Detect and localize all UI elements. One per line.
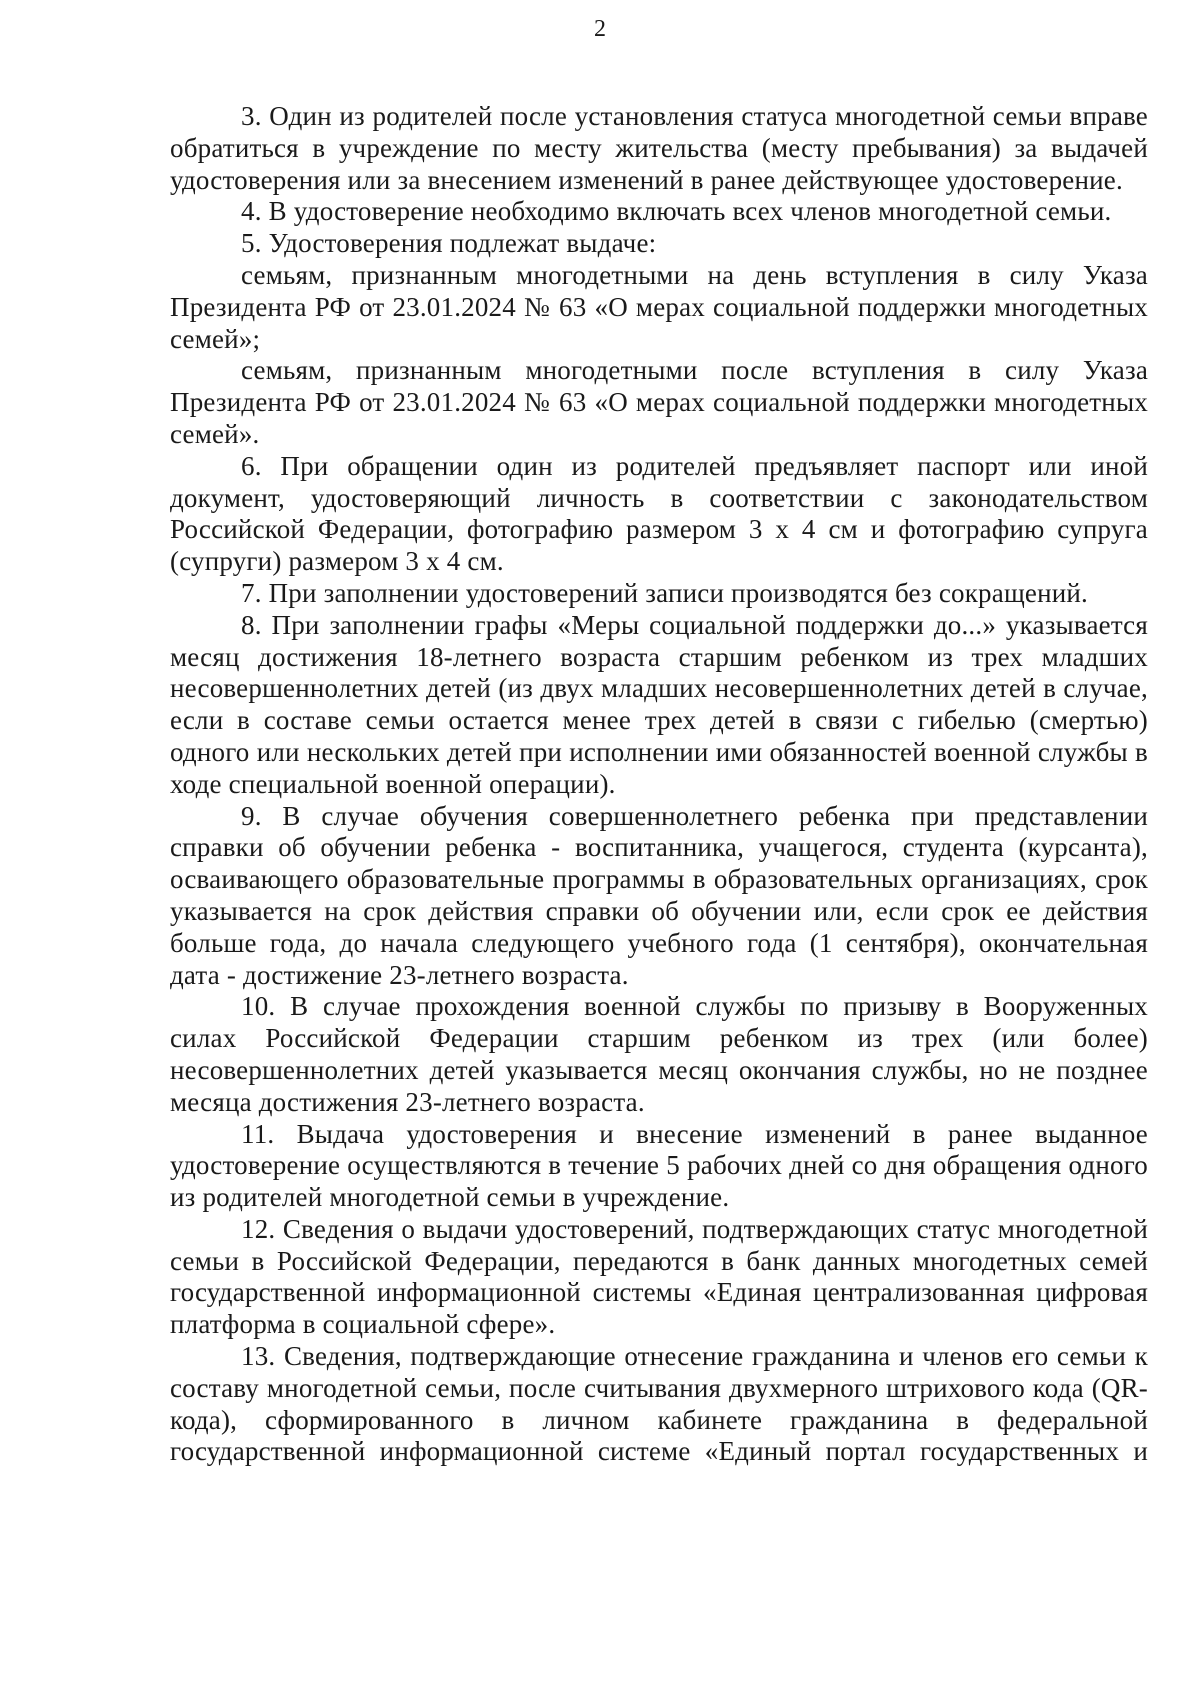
paragraph-5-item-2: семьям, признанным многодетными после вступления в силу Указа Президента РФ от 23.01.2024 № 63 «О мерах социальной поддержки многодетных семей». xyxy=(170,355,1148,449)
page-number: 2 xyxy=(594,16,606,42)
paragraph-8: 8. При заполнении графы «Меры социальной поддержки до...» указывается месяц достижения 18-летнего возраста старшим ребенком из трех младших несовершеннолетних детей (из двух младших несовершеннолетних детей в случае, если в составе семьи остается менее трех детей в связи с гибелью (смертью) одного или нескольких детей при исполнении ими обязанностей военной службы в ходе специальной военной операции). xyxy=(170,609,1148,799)
paragraph-10: 10. В случае прохождения военной службы по призыву в Вооруженных силах Российской Федерации старшим ребенком из трех (или более) несовершеннолетних детей указывается месяц окончания службы, но не позднее месяца достижения 23-летнего возраста. xyxy=(170,991,1148,1117)
paragraph-12: 12. Сведения о выдачи удостоверений, подтверждающих статус многодетной семьи в Российской Федерации, передаются в банк данных многодетных семей государственной информационной системы «Единая централизованная цифровая платформа в социальной сфере». xyxy=(170,1213,1148,1340)
paragraph-5-item-1: семьям, признанным многодетными на день вступления в силу Указа Президента РФ от 23.01.2024 № 63 «О мерах социальной поддержки многодетных семей»; xyxy=(170,259,1148,354)
paragraph-5: 5. Удостоверения подлежат выдаче: xyxy=(241,228,657,259)
document-body xyxy=(170,101,1148,1468)
paragraph-13: 13. Сведения, подтверждающие отнесение гражданина и членов его семьи к составу многодетной семьи, после считывания двухмерного штрихового кода (QR-кода), сформированного в личном кабинете гражданина в федеральной государственной информационной системе «Единый портал государственных и xyxy=(170,1341,1148,1467)
paragraph-3: 3. Один из родителей после установления статуса многодетной семьи вправе обратиться в учреждение по месту жительства (месту пребывания) за выдачей удостоверения или за внесением изменений в ранее действующее удостоверение. xyxy=(170,101,1148,195)
paragraph-7: 7. При заполнении удостоверений записи производятся без сокращений. xyxy=(241,577,1089,608)
paragraph-9: 9. В случае обучения совершеннолетнего ребенка при представлении справки об обучении ребенка - воспитанника, учащегося, студента (курсанта), осваивающего образовательные программы в образовательных организациях, срок указывается на срок действия справки об обучении или, если срок ее действия больше года, до начала следующего учебного года (1 сентября), окончательная дата - достижение 23-летнего возраста. xyxy=(170,800,1148,990)
paragraph-11: 11. Выдача удостоверения и внесение изменений в ранее выданное удостоверение осуществляются в течение 5 рабочих дней со дня обращения одного из родителей многодетной семьи в учреждение. xyxy=(170,1118,1148,1213)
paragraph-4: 4. В удостоверение необходимо включать всех членов многодетной семьи. xyxy=(241,196,1112,227)
paragraph-6: 6. При обращении один из родителей предъявляет паспорт или иной документ, удостоверяющий личность в соответствии с законодательством Российской Федерации, фотографию размером 3 х 4 см и фотографию супруга (супруги) размером 3 х 4 см. xyxy=(170,450,1148,577)
